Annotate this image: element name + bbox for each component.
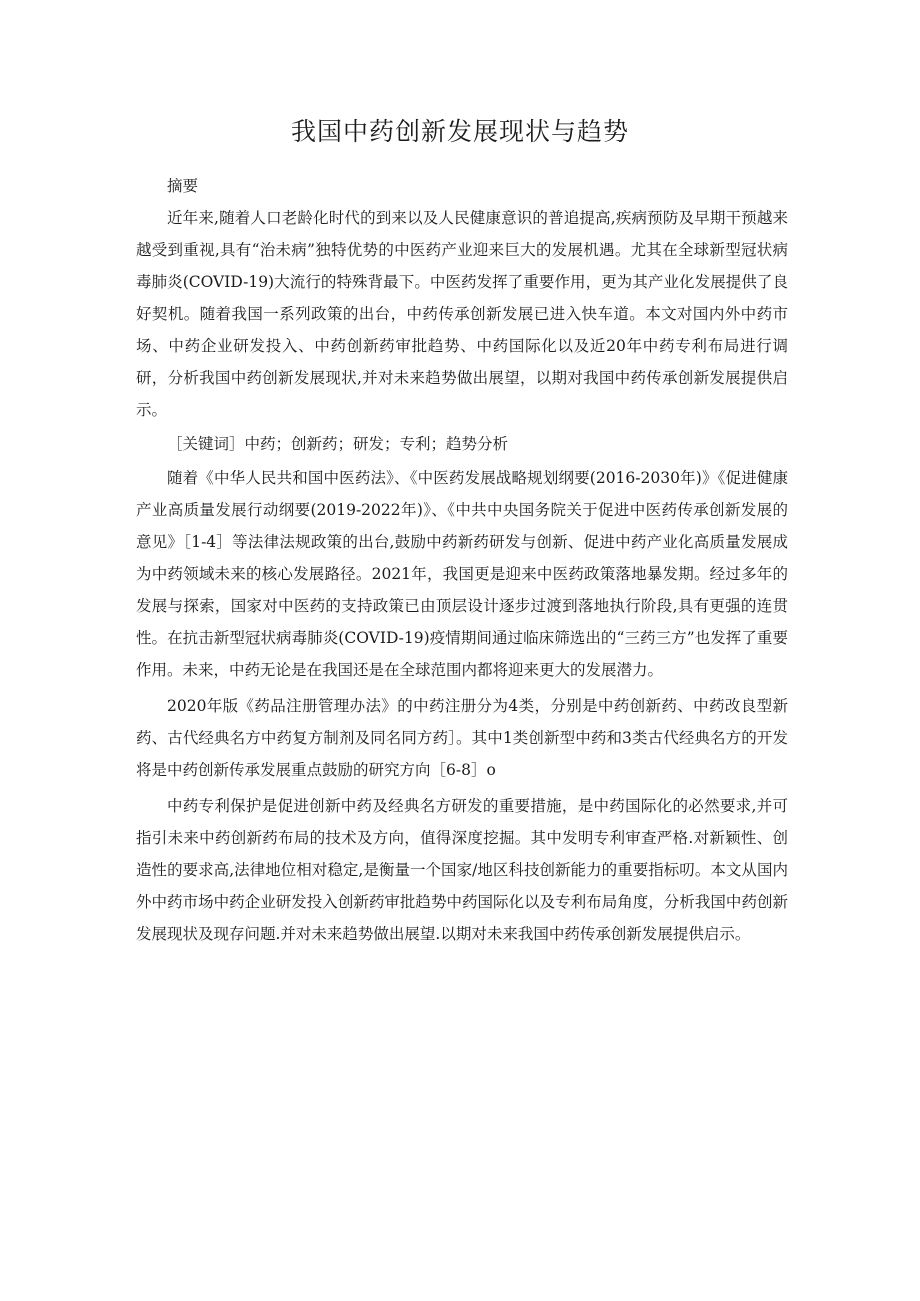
keywords-line: ［关键词］中药；创新药；研发；专利；趋势分析 <box>167 435 509 453</box>
abstract-paragraph: 近年来,随着人口老龄化时代的到来以及人民健康意识的普追提高,疾病预防及早期干预越来越受到重视,具有“治未病”独特优势的中医药产业迎来巨大的发展机遇。尤其在全球新型冠状病毒肺炎(COVID-19)大流行的特殊背最下。中医药发挥了重要作用，更为其产业化发展提供了良好契机。随着我国一系列政策的出台，中药传承创新发展已进入快车道。本文对国内外中药市场、中药企业研发投入、中药创新药审批趋势、中药国际化以及近20年中药专利布局进行调研，分析我国中药创新发展现状,并对未来趋势做出展望，以期对我国中药传承创新发展提供启示。 <box>136 209 788 419</box>
document-body <box>136 170 788 950</box>
body-paragraph: 中药专利保护是促进创新中药及经典名方研发的重要措施，是中药国际化的必然要求,并可指引未来中药创新药布局的技术及方向，值得深度挖掘。其中发明专利审查严格.对新颖性、创造性的要求高,法律地位相对稳定,是衡量一个国家/地区科技创新能力的重要指标叨。本文从国内外中药市场中药企业研发投入创新药审批趋势中药国际化以及专利布局角度，分析我国中药创新发展现状及现存问题.并对未来趋势做出展望.以期对未来我国中药传承创新发展提供启示。 <box>136 797 788 943</box>
body-paragraph: 2020年版《药品注册管理办法》的中药注册分为4类，分别是中药创新药、中药改良型新药、古代经典名方中药复方制剂及同名同方药］。其中1类创新型中药和3类古代经典名方的开发将是中药创新传承发展重点鼓励的研究方向［6-8］o <box>136 697 788 779</box>
body-paragraph: 随着《中华人民共和国中医药法》、《中医药发展战略规划纲要(2016-2030年)》《促进健康产业高质量发展行动纲要(2019-2022年)》、《中共中央国务院关于促进中医药传承创新发展的意见》［1-4］等法律法规政策的出台,鼓励中药新药研发与创新、促进中药产业化高质量发展成为中药领域未来的核心发展路径。2021年，我国更是迎来中医药政策落地暴发期。经过多年的发展与探索，国家对中医药的支持政策已由顶层设计逐步过渡到落地执行阶段,具有更强的连贯性。在抗击新型冠状病毒肺炎(COVID-19)疫情期间通过临床筛选出的“三药三方”也发挥了重要作用。未来，中药无论是在我国还是在全球范围内都将迎来更大的发展潜力。 <box>136 469 788 679</box>
abstract-label: 摘要 <box>167 177 199 195</box>
document-title: 我国中药创新发展现状与趋势 <box>290 117 629 146</box>
